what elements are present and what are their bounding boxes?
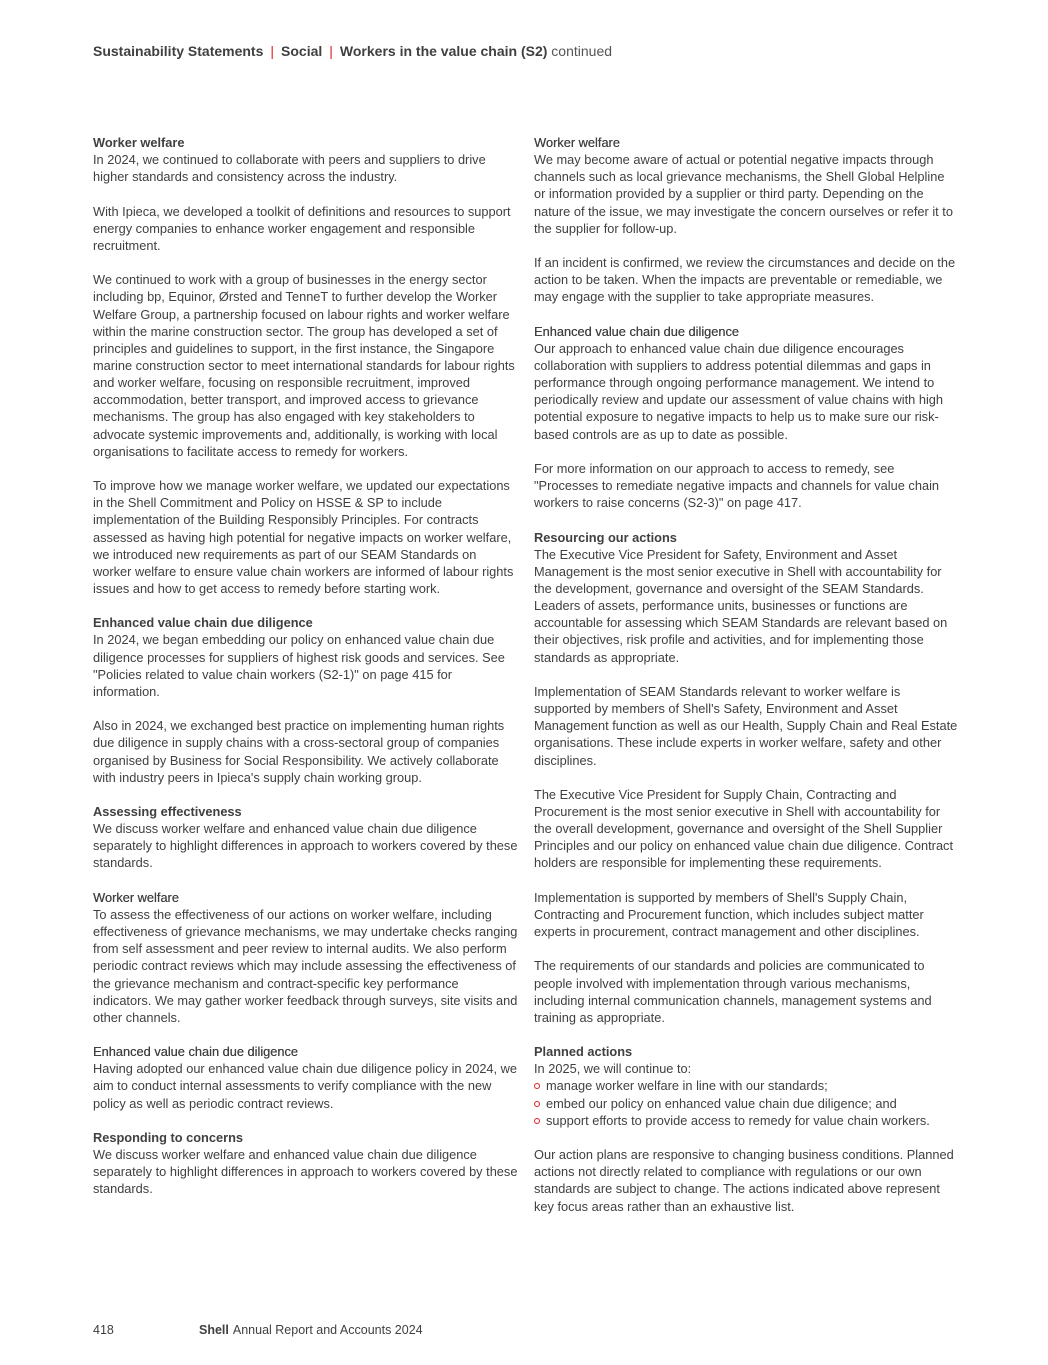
list-item: support efforts to provide access to remedy for value chain workers. (534, 1112, 959, 1129)
paragraph: Our action plans are responsive to changing business conditions. Planned actions not directly related to compliance with regulations or our own standards are subject to change. The actions indicated above represent key focus areas rather than an exhaustive list. (534, 1147, 954, 1214)
paragraph: In 2024, we began embedding our policy on enhanced value chain due diligence processes for suppliers of highest risk goods and services. See "Policies related to value chain workers (S2-1)" on page 415 for information. (93, 632, 505, 699)
paragraph: We discuss worker welfare and enhanced value chain due diligence separately to highlight differences in approach to workers covered by these standards. (93, 821, 518, 871)
paragraph: Implementation of SEAM Standards relevant to worker welfare is supported by members of Shell's Safety, Environment and Asset Management function as well as our Health, Supply Chain and Real Estate organisations. These include experts in worker welfare, safety and other disciplines. (534, 683, 958, 768)
planned-actions-list (534, 1077, 959, 1128)
paragraph: Also in 2024, we exchanged best practice on implementing human rights due diligence in supply chains with a cross-sectoral group of companies organised by Business for Social Responsibility. We actively collaborate with industry peers in Ipieca's supply chain working group. (93, 718, 505, 785)
subsection-heading: Enhanced value chain due diligence (534, 323, 739, 339)
paragraph: Our approach to enhanced value chain due diligence encourages collaboration with suppliers to address potential dilemmas and gaps in performance through ongoing performance management. We intend to periodically review and update our assessment of value chains with high potential exposure to negative impacts to help us to make sure our risk-based controls are as up to date as possible. (534, 340, 944, 442)
paragraph: Implementation is supported by members of Shell's Supply Chain, Contracting and Procurement function, which includes subject matter experts in procurement, contract management and other disciplines. (534, 889, 924, 940)
breadcrumb-separator: | (329, 43, 333, 59)
paragraph: If an incident is confirmed, we review the circumstances and decide on the action to be taken. When the impacts are preventable or remediable, we may engage with the supplier to take appropriate measures. (534, 255, 956, 305)
section-heading: Planned actions (534, 1044, 633, 1060)
section-heading: Assessing effectiveness (93, 804, 242, 819)
paragraph: To assess the effectiveness of our actions on worker welfare, including effectiveness of grievance mechanisms, we may undertake checks ranging from self assessment and peer review to internal audits. We also perform periodic contract reviews which may include assessing the effectiveness of the grievance mechanism and contract-specific key performance indicators. We may gather worker feedback through surveys, site visits and other channels. (93, 906, 518, 1025)
paragraph: Having adopted our enhanced value chain due diligence policy in 2024, we aim to conduct internal assessments to verify compliance with the new policy as well as periodic contract reviews. (93, 1061, 518, 1111)
subsection-heading: Worker welfare (534, 135, 620, 150)
brand-name: Shell (199, 1323, 229, 1337)
page-footer (93, 1322, 423, 1338)
section-heading: Enhanced value chain due diligence (93, 615, 313, 631)
paragraph: We may become aware of actual or potential negative impacts through channels such as local grievance mechanisms, the Shell Global Helpline or information provided by a supplier or third party. Depending on the nature of the issue, we may investigate the concern ourselves or refer it to the supplier for follow-up. (534, 152, 953, 236)
breadcrumb-social[interactable]: Social (281, 43, 323, 59)
section-heading: Responding to concerns (93, 1129, 244, 1145)
list-item: manage worker welfare in line with our standards; (534, 1077, 959, 1094)
running-header (93, 42, 612, 60)
paragraph: The Executive Vice President for Supply Chain, Contracting and Procurement is the most senior executive in Shell with accountability for the overall development, governance and oversight of the Shell Supplier Principles and our policy on enhanced value chain due diligence. Contract holders are responsible for implementing these requirements. (534, 786, 954, 871)
list-item: embed our policy on enhanced value chain due diligence; and (534, 1095, 959, 1112)
list-intro: In 2025, we will continue to: (534, 1061, 692, 1077)
section-heading: Resourcing our actions (534, 529, 677, 545)
breadcrumb-workers-value-chain[interactable]: Workers in the value chain (S2) (339, 43, 548, 59)
page-number: 418 (93, 1323, 114, 1337)
paragraph: To improve how we manage worker welfare, we updated our expectations in the Shell Commitment and Policy on HSSE & SP to include implementation of the Building Responsibly Principles. For contracts assessed as having high potential for negative impacts on worker welfare, we introduced new requirements as part of our SEAM Standards on worker welfare to ensure value chain workers are informed of labour rights issues and how to get access to remedy before starting work. (93, 478, 514, 597)
paragraph: With Ipieca, we developed a toolkit of definitions and resources to support energy companies to enhance worker engagement and responsible recruitment. (93, 203, 511, 253)
paragraph: For more information on our approach to access to remedy, see "Processes to remediate negative impacts and channels for value chain workers to raise concerns (S2-3)" on page 417. (534, 460, 940, 511)
subsection-heading: Enhanced value chain due diligence (93, 1044, 298, 1060)
breadcrumb-sustainability-statements[interactable]: Sustainability Statements (93, 43, 264, 59)
right-column (534, 134, 959, 1232)
publication-title: Annual Report and Accounts 2024 (232, 1323, 423, 1337)
paragraph: The Executive Vice President for Safety, Environment and Asset Management is the most senior executive in Shell with accountability for the development, governance and oversight of the SEAM Standards. Leaders of assets, performance units, businesses or functions are accountable for assessing which SEAM Standards are relevant based on their objectives, risk profile and activities, and for implementing those standards as appropriate. (534, 546, 948, 665)
section-heading: Worker welfare (93, 135, 185, 150)
paragraph: We continued to work with a group of businesses in the energy sector including bp, Equinor, Ørsted and TenneT to further develop the Worker Welfare Group, a partnership focused on labour rights and worker welfare within the marine construction sector. The group has developed a set of principles and guidelines to support, in the first instance, the Singapore marine construction sector to meet international standards for labour rights and worker welfare, focusing on responsible recruitment, improved accommodation, better transport, and improved access to grievance mechanisms. The group has also engaged with key stakeholders to advocate systemic improvements and, additionally, is working with local organisations to facilitate access to remedy for workers. (93, 272, 515, 459)
continued-label: continued (551, 43, 613, 59)
left-column (93, 134, 518, 1215)
breadcrumb-separator: | (270, 43, 275, 59)
paragraph: In 2024, we continued to collaborate with peers and suppliers to drive higher standards and consistency across the industry. (93, 152, 486, 185)
paragraph: We discuss worker welfare and enhanced value chain due diligence separately to highlight differences in approach to workers covered by these standards. (93, 1147, 518, 1197)
subsection-heading: Worker welfare (93, 889, 179, 905)
paragraph: The requirements of our standards and policies are communicated to people involved with implementation through various mechanisms, including internal communication channels, management systems and training as appropriate. (534, 958, 932, 1025)
